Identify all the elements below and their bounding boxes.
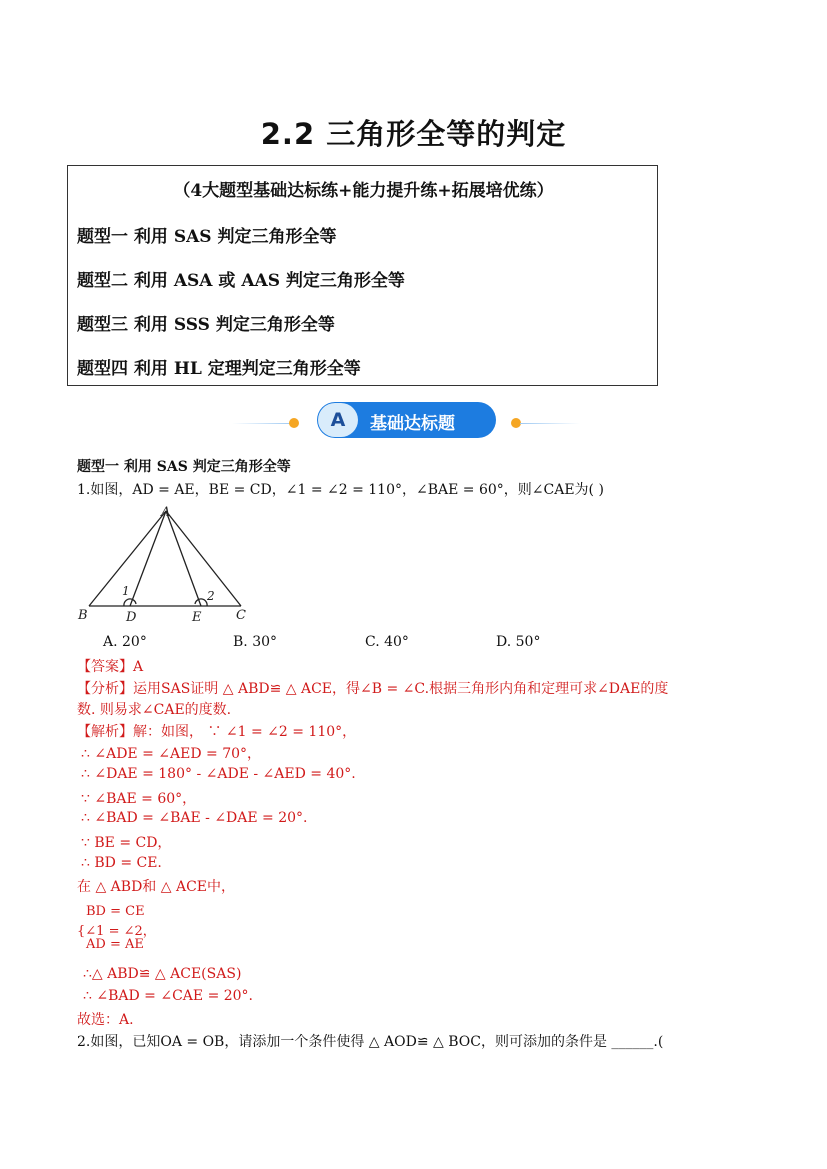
summary-subtitle: （4大题型基础达标练+能力提升练+拓展培优练）: [173, 181, 554, 201]
system-line-1: BD = CE: [86, 904, 145, 919]
answer-tag: 【答案】: [77, 659, 133, 675]
page-title: 2.2 三角形全等的判定: [260, 117, 567, 151]
solution-line: ∴ ∠BAD = ∠BAE - ∠DAE = 20°.: [81, 810, 308, 826]
analysis-line-2: 数. 则易求∠CAE的度数.: [77, 702, 232, 718]
option-a: A. 20°: [103, 634, 147, 650]
angle-label-2: 2: [207, 589, 215, 603]
option-d: D. 50°: [496, 634, 541, 650]
solution-line: ∴ ∠ADE = ∠AED = 70°，: [81, 746, 262, 762]
system-line-2: {∠1 = ∠2，: [77, 924, 156, 939]
summary-item: 题型四 利用 HL 定理判定三角形全等: [77, 359, 361, 379]
banner-dot-left: [289, 418, 299, 428]
banner-letter: A: [318, 403, 358, 437]
label-D: D: [126, 610, 137, 625]
angle-label-1: 1: [122, 584, 130, 598]
system-line-3: AD = AE: [86, 937, 144, 952]
question-2-stem: 2.如图，已知OA = OB，请添加一个条件使得 △ AOD≌ △ BOC，则可添加的条件是 ______.(: [77, 1034, 664, 1050]
answer-line: [77, 656, 143, 676]
solution-tag: 【解析】: [77, 724, 133, 740]
solution-line: ∵ BE = CD，: [81, 835, 172, 851]
summary-item: 题型一 利用 SAS 判定三角形全等: [77, 227, 337, 247]
solution-line: ∴ ∠DAE = 180° - ∠ADE - ∠AED = 40°.: [81, 766, 356, 782]
answer-value: A: [133, 659, 144, 675]
option-c: C. 40°: [365, 634, 409, 650]
triangle-figure: [75, 500, 255, 625]
solution-line: [77, 721, 356, 741]
question-1-stem: 1.如图，AD = AE，BE = CD，∠1 = ∠2 = 110°，∠BAE = 60°，则∠CAE为( ): [77, 482, 604, 498]
solution-text: 解：如图， ∵ ∠1 = ∠2 = 110°，: [133, 724, 357, 740]
analysis-line-1: [77, 678, 668, 698]
banner-line-right: [520, 423, 580, 424]
label-B: B: [78, 608, 88, 623]
analysis-text: 运用SAS证明 △ ABD≌ △ ACE，得∠B = ∠C.根据三角形内角和定理可求∠DAE的度: [133, 681, 669, 697]
label-C: C: [236, 608, 246, 623]
summary-box: [67, 165, 658, 386]
summary-item: 题型三 利用 SSS 判定三角形全等: [77, 315, 335, 335]
section-heading: 题型一 利用 SAS 判定三角形全等: [77, 459, 291, 475]
label-E: E: [192, 610, 202, 625]
conclusion-line: ∴ ∠BAD = ∠CAE = 20°.: [83, 988, 254, 1004]
conclusion-line: ∴△ ABD≌ △ ACE(SAS): [83, 966, 242, 982]
solution-line: 在 △ ABD和 △ ACE中，: [77, 879, 235, 895]
conclusion-line: 故选：A.: [77, 1012, 134, 1028]
banner-label: 基础达标题: [370, 414, 455, 434]
solution-line: ∵ ∠BAE = 60°，: [81, 791, 197, 807]
solution-line: ∴ BD = CE.: [81, 855, 162, 871]
label-A: A: [161, 505, 171, 520]
banner-line-left: [232, 423, 292, 424]
summary-item: 题型二 利用 ASA 或 AAS 判定三角形全等: [77, 271, 405, 291]
option-b: B. 30°: [233, 634, 278, 650]
analysis-tag: 【分析】: [77, 681, 133, 697]
